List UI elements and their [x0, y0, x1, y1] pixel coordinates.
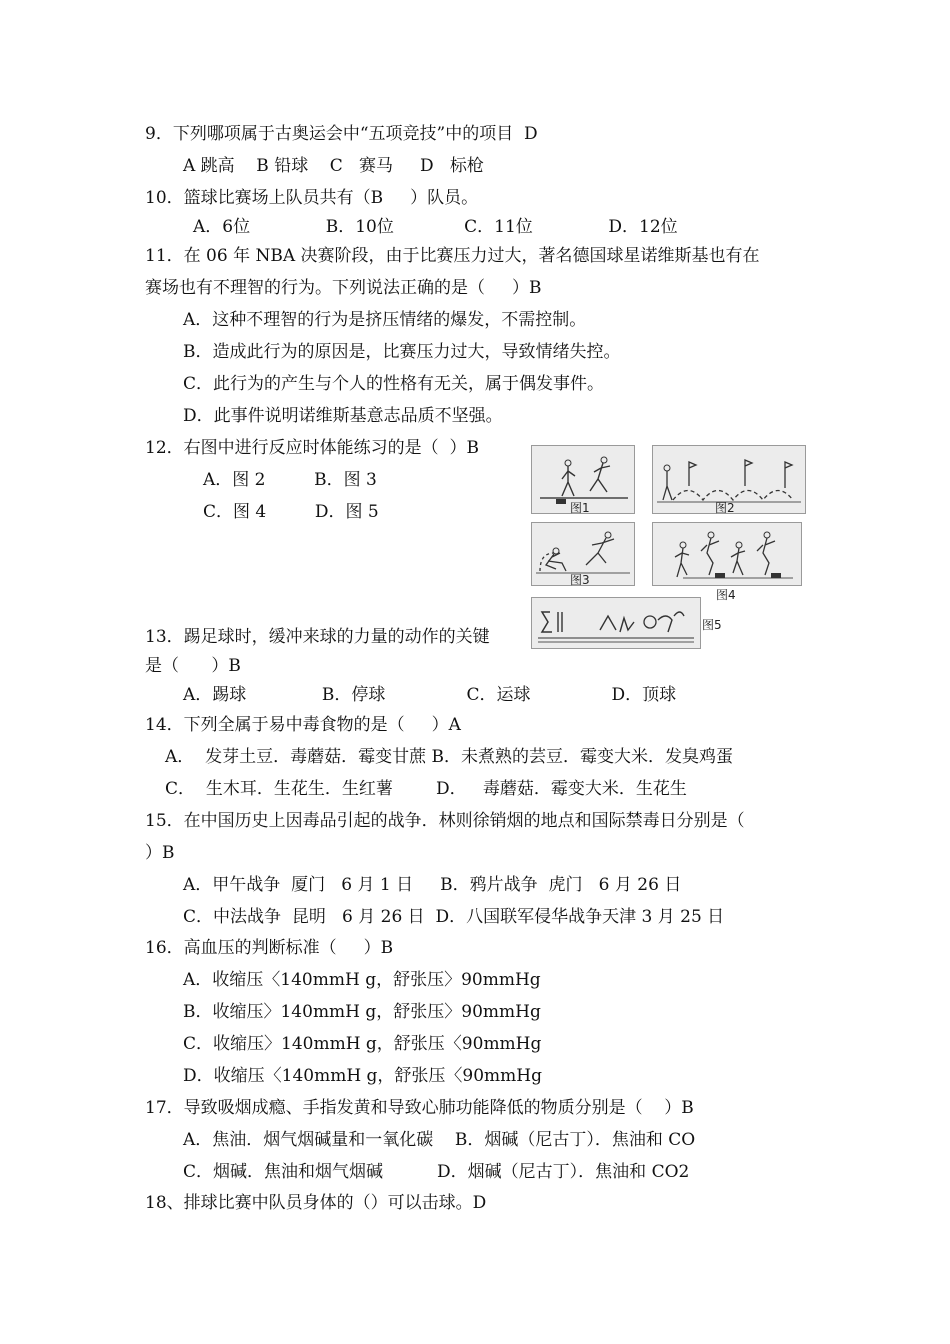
q16-option-b: B．收缩压〉140mmH g，舒张压〉90mmHg — [183, 1002, 541, 1022]
q11-option-c: C．此行为的产生与个人的性格有无关，属于偶发事件。 — [183, 374, 605, 394]
q11-stem-line2: 赛场也有不理智的行为。下列说法正确的是（ ）B — [145, 278, 542, 298]
figure-1-image — [531, 445, 635, 514]
q9-options: A 跳高 B 铅球 C 赛马 D 标枪 — [183, 156, 484, 176]
figure-4-image — [652, 522, 802, 586]
figure-4-caption: 图4 — [716, 588, 736, 602]
q15-options-ab: A．甲午战争 厦门 6 月 1 日 B．鸦片战争 虎门 6 月 26 日 — [183, 875, 682, 895]
q11-option-b: B．造成此行为的原因是，比赛压力过大，导致情绪失控。 — [183, 342, 621, 362]
q15-stem-line1: 15．在中国历史上因毒品引起的战争．林则徐销烟的地点和国际禁毒日分别是（ — [145, 811, 745, 831]
q11-option-a: A．这种不理智的行为是挤压情绪的爆发，不需控制。 — [183, 310, 587, 330]
figure-3-caption: 图3 — [570, 573, 590, 587]
figure-4-drawing — [653, 523, 801, 585]
q14-options-cd: C． 生木耳．生花生．生红薯 D． 毒蘑菇．霉变大米．生花生 — [165, 779, 687, 799]
q13-stem-line2: 是（ ）B — [145, 656, 241, 676]
q10-options: A．6位 B．10位 C．11位 D．12位 — [193, 217, 678, 237]
figure-1-caption: 图1 — [570, 501, 590, 515]
q18-stem: 18、排球比赛中队员身体的（）可以击球。D — [145, 1193, 487, 1213]
q9-stem: 9．下列哪项属于古奥运会中“五项竞技”中的项目 D — [145, 124, 538, 144]
q17-stem: 17．导致吸烟成瘾、手指发黄和导致心肺功能降低的物质分别是（ ）B — [145, 1098, 694, 1118]
q16-option-a: A．收缩压〈140mmH g，舒张压〉90mmHg — [183, 970, 541, 990]
q12-options-ab: A．图 2 B．图 3 — [203, 470, 377, 490]
q11-option-d: D．此事件说明诺维斯基意志品质不坚强。 — [183, 406, 503, 426]
q13-options: A．踢球 B．停球 C．运球 D．顶球 — [183, 685, 677, 705]
q14-stem: 14．下列全属于易中毒食物的是（ ）A — [145, 715, 461, 735]
figure-2-image — [652, 445, 806, 514]
figure-3-image — [531, 522, 635, 586]
q16-stem: 16．高血压的判断标准（ ）B — [145, 938, 394, 958]
q12-stem: 12．右图中进行反应时体能练习的是（ ）B — [145, 438, 479, 458]
figure-2-caption: 图2 — [715, 501, 735, 515]
q17-options-cd: C．烟碱．焦油和烟气烟碱 D．烟碱（尼古丁）．焦油和 CO2 — [183, 1162, 690, 1182]
q13-stem-line1: 13．踢足球时，缓冲来球的力量的动作的关键 — [145, 627, 490, 647]
figure-5-caption: 图5 — [702, 618, 722, 632]
figure-5-drawing — [532, 598, 700, 648]
q15-stem-line2: ）B — [145, 843, 175, 863]
q14-options-ab: A． 发芽土豆．毒蘑菇．霉变甘蔗 B．未煮熟的芸豆．霉变大米．发臭鸡蛋 — [165, 747, 733, 767]
q15-options-cd: C．中法战争 昆明 6 月 26 日 D．八国联军侵华战争天津 3 月 25 日 — [183, 907, 725, 927]
q16-option-c: C．收缩压〉140mmH g，舒张压〈90mmHg — [183, 1034, 542, 1054]
q12-options-cd: C．图 4 D．图 5 — [203, 502, 379, 522]
figure-5-image — [531, 597, 701, 649]
q11-stem-line1: 11．在 06 年 NBA 决赛阶段，由于比赛压力过大，著名德国球星诺维斯基也有在 — [145, 246, 760, 266]
q17-options-ab: A．焦油．烟气烟碱量和一氧化碳 B．烟碱（尼古丁）．焦油和 CO — [183, 1130, 696, 1150]
q10-stem: 10．篮球比赛场上队员共有（B ）队员。 — [145, 188, 479, 208]
q16-option-d: D．收缩压〈140mmH g，舒张压〈90mmHg — [183, 1066, 543, 1086]
